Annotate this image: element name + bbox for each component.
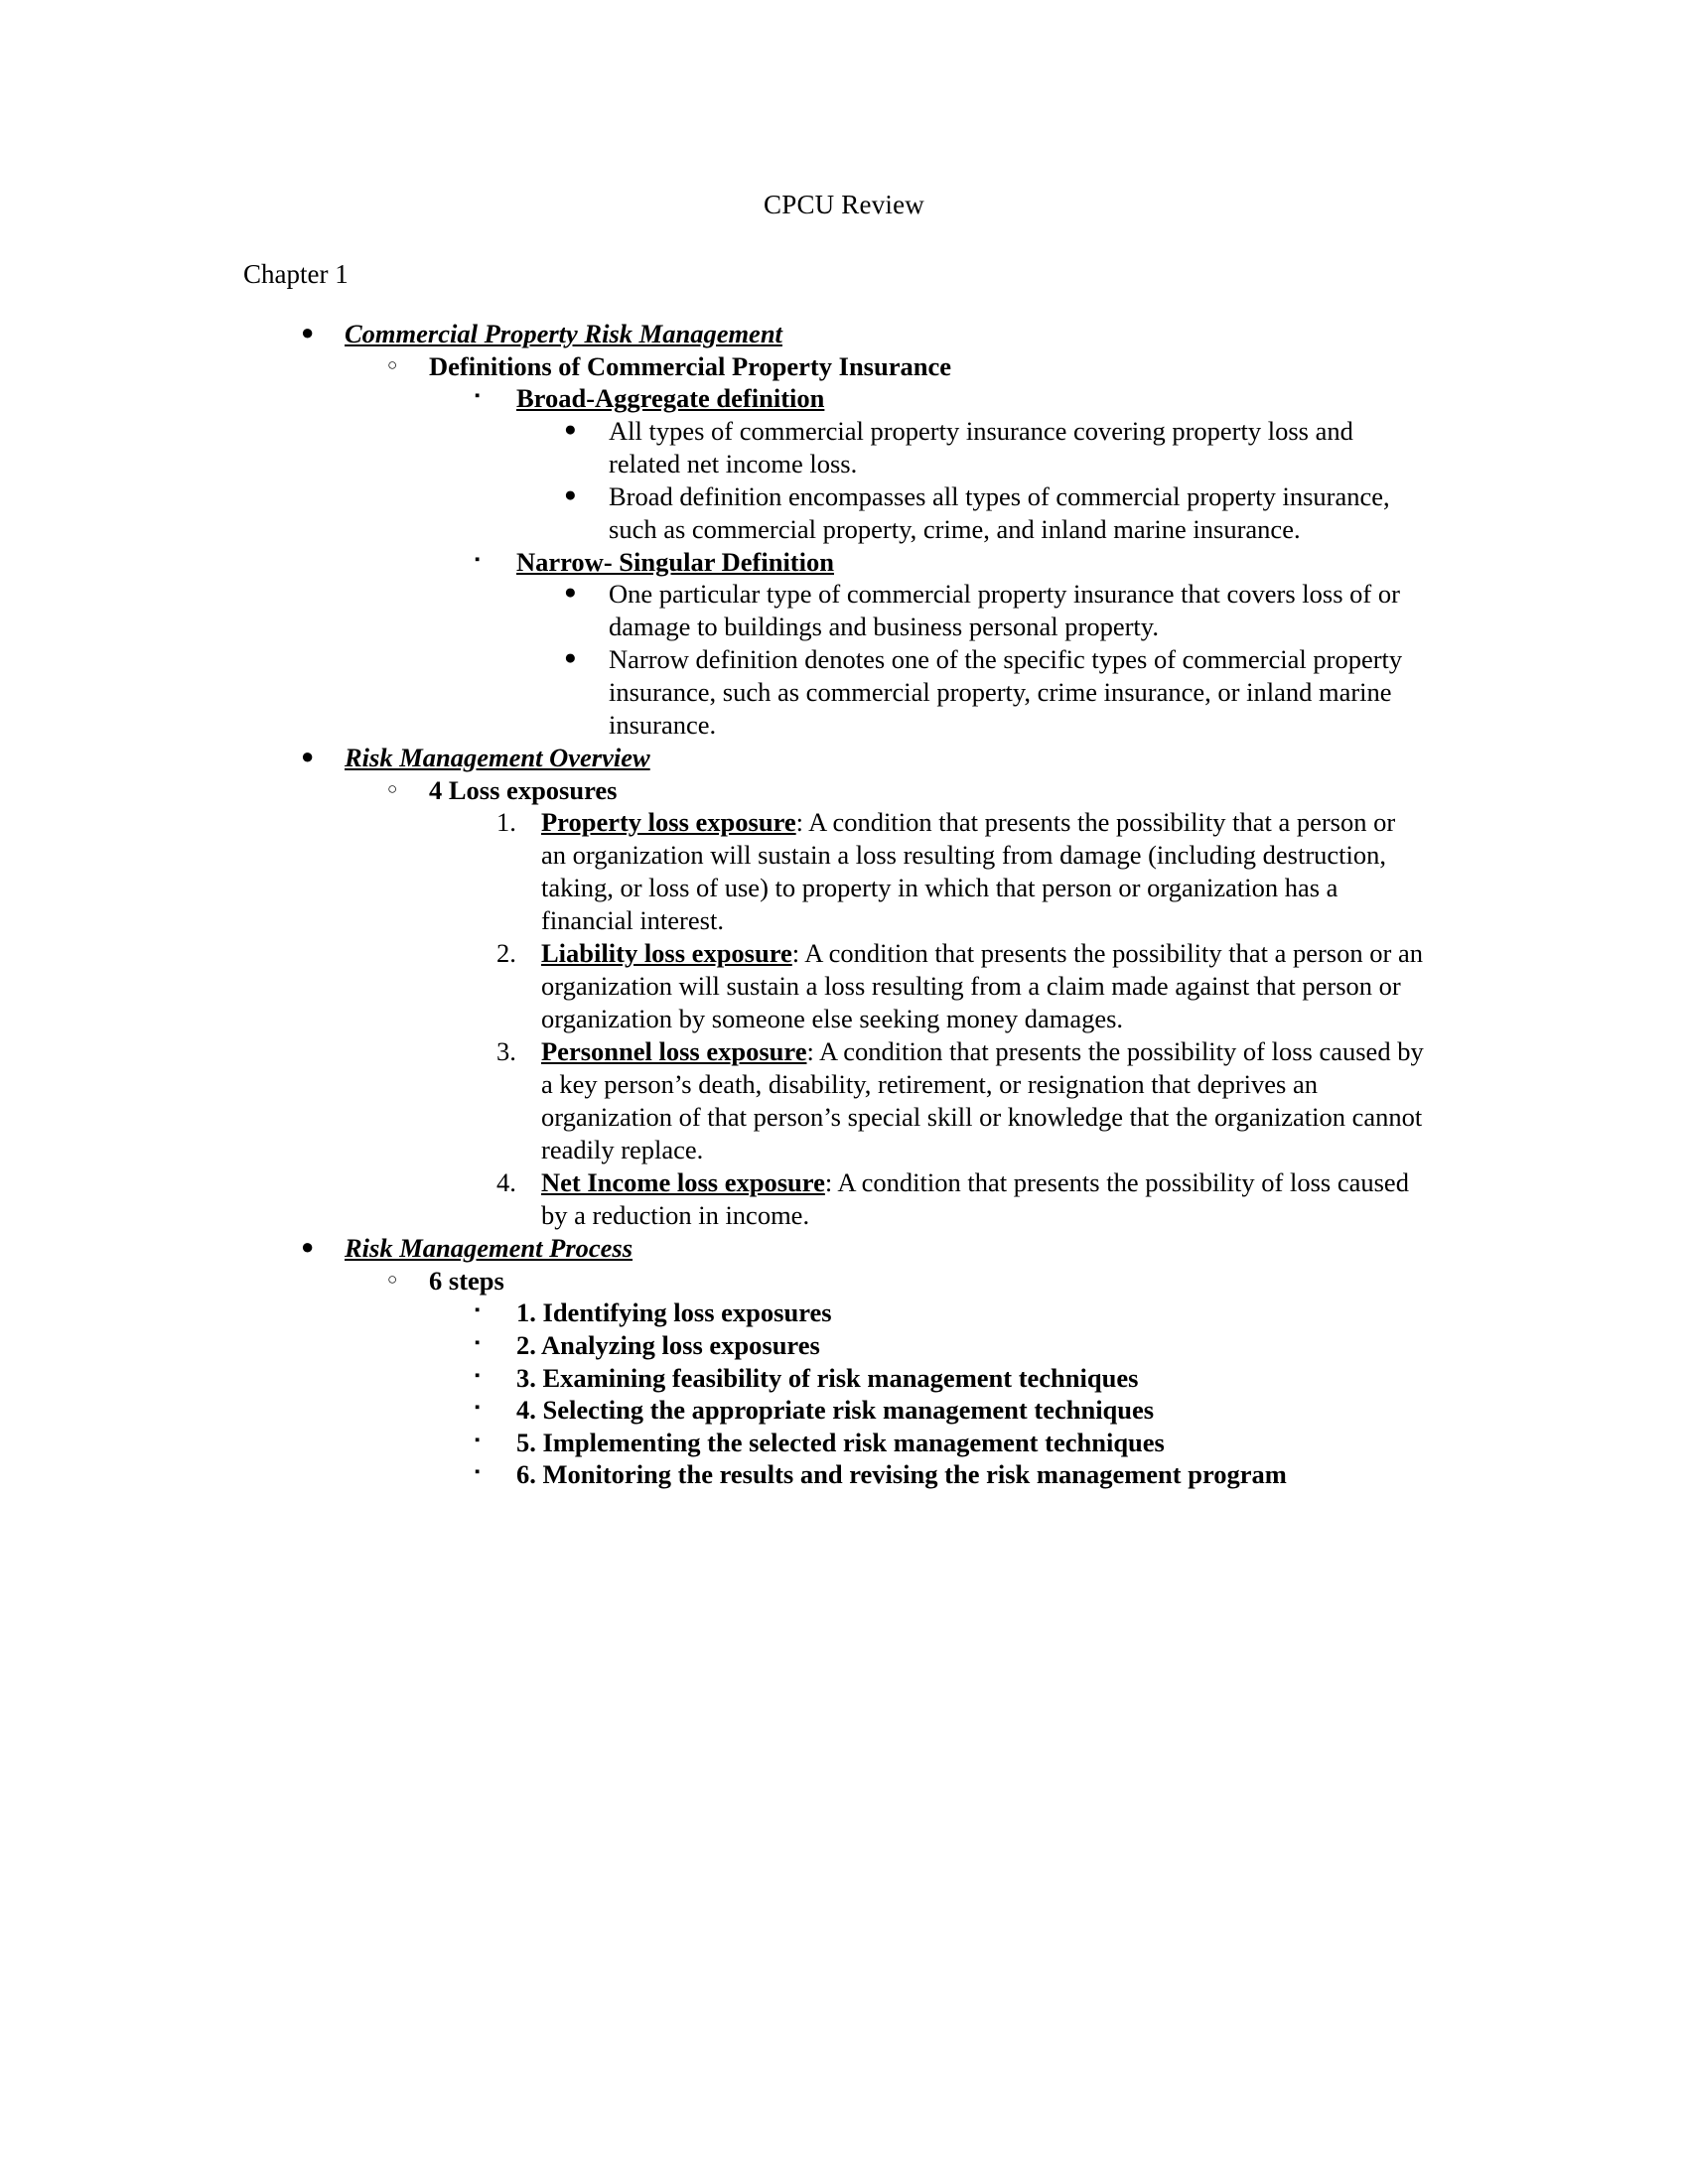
- process-step-item: [475, 1297, 1688, 1329]
- outline-item-broad-point-1: [564, 415, 1420, 480]
- outline-item-narrow-point-1: [564, 578, 1420, 643]
- square-bullet-icon: ▪: [475, 1432, 481, 1448]
- process-step-label: 4. Selecting the appropriate risk management techniques: [516, 1395, 1155, 1426]
- outline-item-commercial-property-risk-management: [301, 318, 1688, 350]
- loss-exposure-text: [541, 937, 1425, 1035]
- list-number: 1.: [496, 807, 516, 838]
- circle-bullet-icon: ○: [387, 778, 398, 798]
- outline-item-6-steps: [387, 1265, 1688, 1297]
- disc-bullet-icon: ●: [564, 645, 577, 670]
- square-bullet-icon: ▪: [475, 388, 481, 405]
- outline-item-label: Narrow- Singular Definition: [516, 546, 834, 577]
- outline-item-narrow-singular-definition: [475, 546, 1688, 579]
- loss-exposure-definition: : A condition that presents the possibility of loss caused by a key person’s death, disability, retirement, or resignation that deprives an organization of that person’s special skill or knowledge that the organization cannot readily replace.: [541, 1036, 1424, 1165]
- outline-item-definitions-of-commercial-property-insurance: [387, 350, 1688, 383]
- loss-exposure-text: [541, 806, 1425, 937]
- loss-exposure-text: [541, 1035, 1425, 1166]
- loss-exposure-term: Property loss exposure: [541, 807, 796, 838]
- process-step-label: 2. Analyzing loss exposures: [516, 1330, 820, 1360]
- outline-item-label: Broad definition encompasses all types of commercial property insurance, such as commercial property, crime, and inland marine insurance.: [609, 480, 1390, 544]
- process-step-label: 5. Implementing the selected risk management techniques: [516, 1427, 1165, 1457]
- disc-bullet-icon: ●: [564, 416, 577, 441]
- square-bullet-icon: ▪: [475, 1400, 481, 1417]
- loss-exposure-term: Personnel loss exposure: [541, 1036, 807, 1067]
- square-bullet-icon: ▪: [475, 1367, 481, 1384]
- process-step-label: 6. Monitoring the results and revising the risk management program: [516, 1459, 1287, 1490]
- outline-item-risk-management-process: [301, 1232, 1688, 1265]
- outline-item-label: Commercial Property Risk Management: [345, 319, 782, 348]
- outline-item-label: Broad-Aggregate definition: [516, 383, 825, 414]
- list-number: 4.: [496, 1167, 516, 1198]
- square-bullet-icon: ▪: [475, 551, 481, 568]
- list-item: [496, 1035, 1425, 1166]
- circle-bullet-icon: ○: [387, 1269, 398, 1289]
- outline-item-risk-management-overview: [301, 742, 1688, 774]
- process-step-item: [475, 1394, 1688, 1427]
- disc-bullet-icon: ●: [301, 744, 315, 769]
- outline-item-broad-aggregate-definition: [475, 382, 1688, 415]
- outline-item-label: 6 steps: [429, 1265, 504, 1296]
- disc-bullet-icon: ●: [564, 580, 577, 605]
- process-step-item: [475, 1427, 1688, 1459]
- process-step-label: 1. Identifying loss exposures: [516, 1297, 832, 1328]
- process-step-item: [475, 1362, 1688, 1395]
- loss-exposure-term: Liability loss exposure: [541, 938, 792, 969]
- square-bullet-icon: ▪: [475, 1302, 481, 1319]
- outline-item-label: One particular type of commercial property insurance that covers loss of or damage to buildings and business personal property.: [609, 579, 1400, 642]
- outline-item-label: Risk Management Overview: [345, 743, 650, 773]
- process-step-label: 3. Examining feasibility of risk management techniques: [516, 1362, 1139, 1393]
- outline-item-label: Definitions of Commercial Property Insurance: [429, 350, 952, 381]
- outline-list: [0, 318, 1688, 1491]
- list-number: 3.: [496, 1036, 516, 1067]
- disc-bullet-icon: ●: [301, 1234, 315, 1260]
- list-item: [496, 1166, 1425, 1232]
- list-item: [496, 806, 1425, 937]
- loss-exposure-text: [541, 1166, 1425, 1232]
- chapter-heading: Chapter 1: [243, 259, 349, 289]
- process-step-item: [475, 1329, 1688, 1362]
- square-bullet-icon: ▪: [475, 1335, 481, 1351]
- outline-item-4-loss-exposures: [387, 774, 1688, 807]
- process-step-item: [475, 1458, 1428, 1491]
- loss-exposure-term: Net Income loss exposure: [541, 1167, 825, 1198]
- square-bullet-icon: ▪: [475, 1464, 481, 1481]
- list-number: 2.: [496, 938, 516, 969]
- loss-exposure-definition: : A condition that presents the possibility that a person or an organization will sustain a loss resulting from damage (including destruction, taking, or loss of use) to property in which that person or organization has a financial interest.: [541, 807, 1396, 936]
- disc-bullet-icon: ●: [301, 320, 315, 344]
- page-title: CPCU Review: [764, 190, 924, 219]
- outline-item-narrow-point-2: [564, 643, 1420, 742]
- outline-item-label: Risk Management Process: [345, 1233, 633, 1264]
- circle-bullet-icon: ○: [387, 354, 398, 374]
- outline-item-label: 4 Loss exposures: [429, 774, 618, 805]
- loss-exposure-definition: : A condition that presents the possibility that a person or an organization will sustain a loss resulting from a claim made against that person or organization by someone else seeking money damages.: [541, 938, 1423, 1034]
- outline-item-label: All types of commercial property insurance covering property loss and related net income loss.: [609, 415, 1353, 478]
- disc-bullet-icon: ●: [564, 481, 577, 506]
- outline-item-label: Narrow definition denotes one of the specific types of commercial property insurance, such as commercial property, crime insurance, or inland marine insurance.: [609, 644, 1403, 741]
- list-item: [496, 937, 1425, 1035]
- outline-item-broad-point-2: [564, 480, 1420, 546]
- loss-exposure-definition: : A condition that presents the possibility of loss caused by a reduction in income.: [541, 1167, 1409, 1231]
